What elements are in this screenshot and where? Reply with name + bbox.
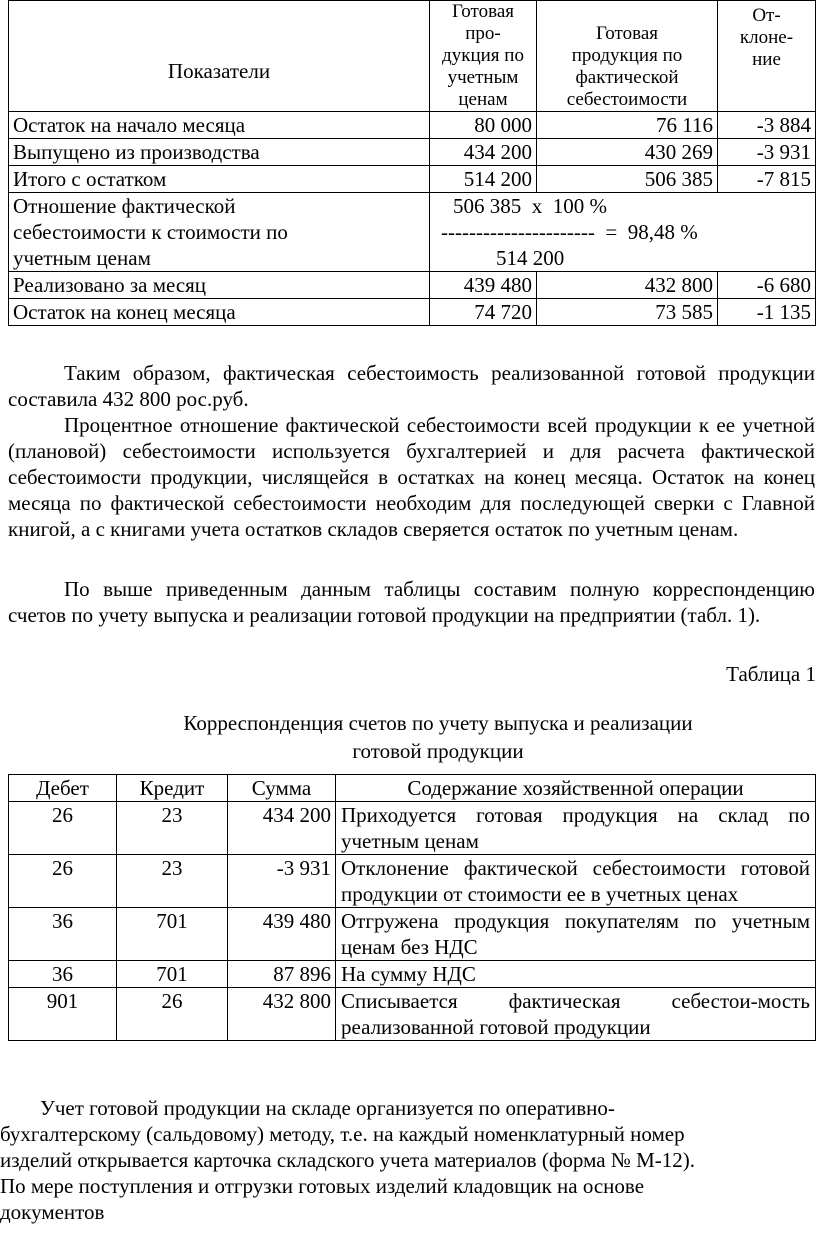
- header-accounting-prices: [430, 1, 537, 112]
- closing-line: бухгалтерскому (сальдовому) методу, т.е. на каждый номенклатурный номер: [0, 1122, 685, 1146]
- caption-line: готовой продукции: [352, 739, 524, 763]
- credit-cell: 701: [117, 961, 228, 988]
- value-actual: 432 800: [537, 272, 718, 299]
- table-row: [9, 112, 816, 139]
- operation-cell: Отгружена продукция покупателям по учетным ценам без НДС: [336, 908, 816, 961]
- value-actual: 73 585: [537, 299, 718, 326]
- value-accounting: 434 200: [430, 139, 537, 166]
- paragraph-2: [8, 412, 815, 542]
- summary-header-row: [9, 1, 816, 112]
- table-row: [9, 908, 816, 961]
- value-actual: 430 269: [537, 139, 718, 166]
- table-row: [9, 855, 816, 908]
- ratio-name-line: Отношение фактической: [13, 194, 236, 218]
- value-accounting: 80 000: [430, 112, 537, 139]
- debit-cell: 36: [9, 908, 117, 961]
- value-deviation: -7 815: [718, 166, 816, 193]
- row-name: Остаток на начало месяца: [9, 112, 430, 139]
- closing-line: документов: [0, 1200, 105, 1224]
- ratio-denominator: 514 200: [496, 246, 565, 270]
- header-line: ценам: [458, 89, 508, 110]
- credit-cell: 23: [117, 802, 228, 855]
- table-row: [9, 139, 816, 166]
- row-name: Остаток на конец месяца: [9, 299, 430, 326]
- header-sum: Сумма: [228, 775, 336, 802]
- paragraph-2-text: Процентное отношение фактической себестоимости всей продукции к ее учетной (плановой) себестоимости используется бухгалтерией и для расчета фактической себестоимости продукции, числящейся в остатках на конец месяца. Остаток на конец месяца по фактической себестоимости необходим для последующей сверки с Главной книгой, а с книгами учета остатков складов сверяется остаток по учетным ценам.: [8, 413, 815, 541]
- closing-paragraph: [0, 1095, 800, 1225]
- operation-cell: Списывается фактическая себестои-мость реализованной готовой продукции: [336, 988, 816, 1041]
- value-deviation: -6 680: [718, 272, 816, 299]
- header-line: клоне-: [739, 27, 794, 48]
- value-deviation: -3 931: [718, 139, 816, 166]
- ratio-fraction-line: ---------------------- = 98,48 %: [441, 220, 698, 244]
- value-actual: 506 385: [537, 166, 718, 193]
- header-line: Готовая про-: [451, 1, 514, 44]
- value-actual: 76 116: [537, 112, 718, 139]
- header-credit: Кредит: [117, 775, 228, 802]
- ratio-name-line: учетным ценам: [13, 246, 151, 270]
- paragraph-1-text: Таким образом, фактическая себестоимость реализованной готовой продукции составила 432 800 рос.руб.: [8, 361, 815, 411]
- table-row: [9, 802, 816, 855]
- header-deviation: [718, 1, 816, 112]
- summary-table: [8, 0, 816, 326]
- value-accounting: 514 200: [430, 166, 537, 193]
- header-actual-cost: [537, 1, 718, 112]
- ratio-calculation: [430, 193, 816, 272]
- ratio-row: [9, 193, 816, 272]
- header-line: ние: [752, 49, 781, 70]
- header-line: От-: [752, 5, 781, 26]
- ratio-name-line: себестоимости к стоимости по: [13, 220, 288, 244]
- debit-cell: 901: [9, 988, 117, 1041]
- closing-line: Учет готовой продукции на складе организуется по оперативно-: [40, 1096, 615, 1120]
- paragraph-3: [8, 576, 815, 628]
- sum-cell: -3 931: [228, 855, 336, 908]
- correspondence-table: [8, 774, 816, 1041]
- sum-cell: 434 200: [228, 802, 336, 855]
- debit-cell: 36: [9, 961, 117, 988]
- operation-cell: Приходуется готовая продукция на склад по учетным ценам: [336, 802, 816, 855]
- header-line: фактической: [575, 67, 679, 88]
- header-line: себестоимости: [566, 89, 688, 110]
- table-row: [9, 166, 816, 193]
- header-line: Готовая: [595, 23, 658, 44]
- header-line: дукция по: [442, 45, 524, 66]
- table-row: [9, 961, 816, 988]
- table-row: [9, 299, 816, 326]
- credit-cell: 701: [117, 908, 228, 961]
- closing-line: изделий открывается карточка складского учета материалов (форма № М-12).: [0, 1148, 696, 1172]
- ratio-numerator: 506 385 х 100 %: [453, 194, 607, 218]
- correspondence-header-row: [9, 775, 816, 802]
- table-caption: [0, 709, 816, 765]
- closing-line: По мере поступления и отгрузки готовых изделий кладовщик на основе: [0, 1174, 645, 1198]
- table-label: Таблица 1: [726, 662, 816, 686]
- paragraph-1: [8, 360, 815, 412]
- table-row: [9, 988, 816, 1041]
- sum-cell: 439 480: [228, 908, 336, 961]
- header-line: продукция по: [571, 45, 683, 66]
- header-line: учетным: [447, 67, 519, 88]
- value-accounting: 74 720: [430, 299, 537, 326]
- debit-cell: 26: [9, 802, 117, 855]
- credit-cell: 26: [117, 988, 228, 1041]
- value-deviation: -3 884: [718, 112, 816, 139]
- value-deviation: -1 135: [718, 299, 816, 326]
- debit-cell: 26: [9, 855, 117, 908]
- row-name: Реализовано за месяц: [9, 272, 430, 299]
- ratio-name: [9, 193, 430, 272]
- value-accounting: 439 480: [430, 272, 537, 299]
- caption-line: Корреспонденция счетов по учету выпуска и реализации: [183, 711, 693, 735]
- row-name: Выпущено из производства: [9, 139, 430, 166]
- header-operation: Содержание хозяйственной операции: [336, 775, 816, 802]
- table-row: [9, 272, 816, 299]
- sum-cell: 87 896: [228, 961, 336, 988]
- header-debit: Дебет: [9, 775, 117, 802]
- row-name: Итого с остатком: [9, 166, 430, 193]
- operation-cell: На сумму НДС: [336, 961, 816, 988]
- credit-cell: 23: [117, 855, 228, 908]
- sum-cell: 432 800: [228, 988, 336, 1041]
- header-indicator: Показатели: [9, 1, 430, 112]
- paragraph-3-text: По выше приведенным данным таблицы составим полную корреспонденцию счетов по учету выпуска и реализации готовой продукции на предприятии (табл. 1).: [8, 577, 815, 627]
- operation-cell: Отклонение фактической себестоимости готовой продукции от стоимости ее в учетных ценах: [336, 855, 816, 908]
